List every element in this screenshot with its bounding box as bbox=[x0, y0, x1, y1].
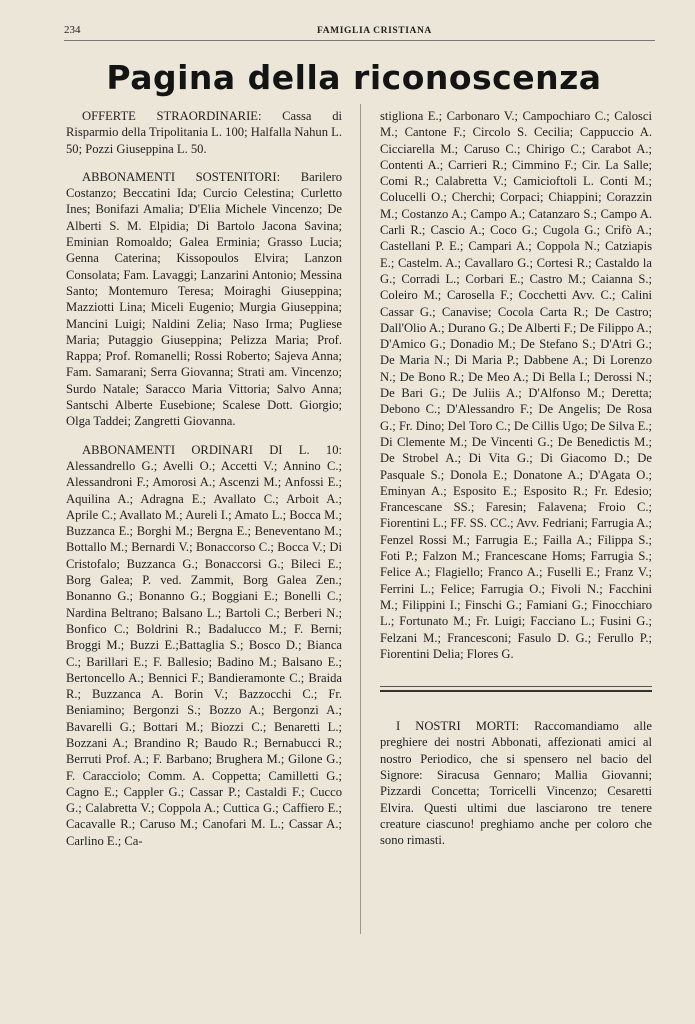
section-separator bbox=[380, 686, 652, 692]
subscribers-continued: stigliona E.; Carbonaro V.; Campochiaro C.; Calosci M.; Cantone F.; Circolo S. Cecilia; Cappuccio A. Cicciarella M.; Caruso C.; Chirigo C.; Carabot A.; Contenti A.; Carrieri R.; Cimmino F.; Cir. La Salle; Comi R.; Calabretta V.; Camicioftoli L. Conti M.; Colucelli O.; Cherchi; Corpaci; Chiappini; Corazzin M.; Costanzo A.; Campo A.; Catanzaro S.; Campo A. Carli R.; Cascio A.; Coco G.; Cugola G.; Crifò A.; Castellani P. E.; Campari A.; Coppola N.; Catziapis E.; Castelm. A.; Cavallaro G.; Cortesi R.; Castaldo la G.; Corradi L.; Corbari E.; Castro M.; Caianna S.; Coleiro M.; Carosella F.; Cocchetti Avv. C.; Calini Cassar G.; Canavise; Cocola Carta R.; De Castro; Dall'Olio A.; Durano G.; De Alberti F.; De Filippo A.; D'Amico G.; Donadio M.; De Stefano S.; D'Atri G.; De Maria N.; Di Maria P.; Dabbene A.; Di Lorenzo N.; De Bono R.; De Meo A.; Di Bella I.; Derossi N.; De Bari G.; De Juliis A.; D'Alfonso M.; Deretta; Debono C.; D'Alessandro F.; De Angelis; De Rosa G.; Fr. Dino; Del Toro C.; De Cillis Ugo; De Silva E.; Di Clemente M.; De Vincenti G.; De Benedictis M.; De Strobel A.; Di Vita G.; Di Giacomo D.; De Pasquale S.; Donola E.; Donatone A.; D'Agata O.; Eminyan A.; Esposito E.; Esposito R.; Fr. Edesio; Francescane SS.; Faresin; Falavena; Froio C.; Fiorentini L.; FF. SS. CC.; Avv. Fedriani; Farrugia A.; Fenzel Rossi M.; Farrugia E.; Failla A.; Filippa S.; Foti P.; Falzon M.; Francescane Homs; Farrugia S.; Felice A.; Flagiello; Franco A.; Fuselli E.; Franz V.; Ferrini L.; Felice; Farrugia O.; Fivoli N.; Facchini M.; Filippini I.; Finschi G.; Famiani G.; Finocchiaro L.; Fortunato M.; Fr. Luigi; Facciano L.; Fusini G.; Felzani M.; Francesconi; Fasulo D. G.; Ferullo P.; Fiorentini Delia; Flores G. bbox=[380, 109, 652, 661]
abbonamenti-sostenitori: ABBONAMENTI SOSTENITORI: Barilero Costanzo; Beccatini Ida; Curcio Celestina; Curletto Ines; Bonifazi Amalia; D'Elia Michele Vincenzo; De Alberti S. M. Elpidia; Di Bartolo Jacona Savina; Eminian Romoaldo; Galea Erminia; Grasso Lucia; Genna Caterina; Kissopoulos Elvira; Lanzon Consolata; Fam. Lavaggi; Lanzarini Antonio; Messina Santo; Montemuro Teresa; Moiraghi Giuseppina; Mazziotti Lina; Miceli Eugenio; Murgia Giuseppina; Mancini Luigi; Naldini Zelia; Naso Irma; Pugliese Maria; Putaggio Giuseppina; Pelizza Maria; Prof. Rappa; Prof. Romanelli; Rossi Roberto; Sajeva Anna; Fam. Samarani; Serra Giovanna; Strati am. Vincenzo; Surdo Natale; Saracco Maria Vittoria; Salvo Anna; Santschi Alberte Eusebione; Scalese Dott. Giorgio; Olga Taddei; Zangretti Giovanna. bbox=[66, 169, 342, 429]
right-column bbox=[380, 108, 652, 860]
page-header bbox=[64, 22, 655, 41]
offerte-straordinarie: OFFERTE STRAORDINARIE: Cassa di Risparmio della Tripolitania L. 100; Halfalla Nahun L. 50; Pozzi Giuseppina L. 50. bbox=[66, 109, 342, 156]
page-title: Pagina della riconoscenza bbox=[106, 58, 602, 97]
nostri-morti: I NOSTRI MORTI: Raccomandiamo alle preghiere dei nostri Abbonati, affezionati amici al nostro Periodico, che si spensero nel bacio del Signore: Siracusa Gennaro; Mallia Giovanni; Pizzardi Concetta; Torricelli Vincenzo; Cesaretti Elvira. Questi ultimi due lasciarono tre tenere creature ciascuno! preghiamo anche per coloro che sono rimasti. bbox=[380, 719, 652, 848]
left-column bbox=[66, 108, 342, 849]
page-number: 234 bbox=[64, 24, 81, 36]
magazine-name: FAMIGLIA CRISTIANA bbox=[317, 26, 432, 36]
abbonamenti-ordinari: ABBONAMENTI ORDINARI DI L. 10: Alessandrello G.; Avelli O.; Accetti V.; Annino C.; Alessandroni F.; Amorosi A.; Ascenzi M.; Anfossi E.; Aquilina A.; Adragna E.; Avallato C.; Arboit A.; Aprile C.; Avallato M.; Aureli I.; Amato L.; Bocca M.; Buzzanca E.; Borghi M.; Bergna E.; Beneventano M.; Bottallo M.; Bernardi V.; Bonaccorso C.; Bocca V.; Di Cristofalo; Buzzanca G.; Bonaccorsi G.; Bileci E.; Borg Galea; P. ved. Zammit, Borg Galea Zen.; Bonanno G.; Bonanno G.; Boggiani E.; Bonelli C.; Nardina Beltrano; Balsano L.; Bartoli C.; Berberi N.; Bonfico C.; Boldrini R.; Badalucco M.; F. Berni; Broggi M.; Buzzi E.;Battaglia S.; Bosco D.; Bianca C.; Barillari E.; F. Ballesio; Badino M.; Balsano E.; Bertoncello A.; Bennici F.; Bandieramonte C.; Braida R.; Buzzanca A. Borin V.; Bazzocchi C.; Fr. Beniamino; Bergonzi S.; Bozzo A.; Bergonzi A.; Bavarelli G.; Bottari M.; Biozzi C.; Benaretti L.; Bozzani A.; Brandino R; Baudo R.; Bernabucci R.; Berruti Prof. A.; F. Barbano; Brughera M.; Gilone G.; F. Caracciolo; Comm. A. Coppetta; Camilletti G.; Cagno E.; Cappler G.; Cassar P.; Castaldi F.; Cucco G.; Calabretta V.; Coppola A.; Cuttica G.; Caffiero E.; Cacavalle R.; Caruso M.; Canofari M. L.; Cassar A.; Carlino E.; Ca- bbox=[66, 442, 342, 848]
column-divider bbox=[360, 104, 361, 934]
